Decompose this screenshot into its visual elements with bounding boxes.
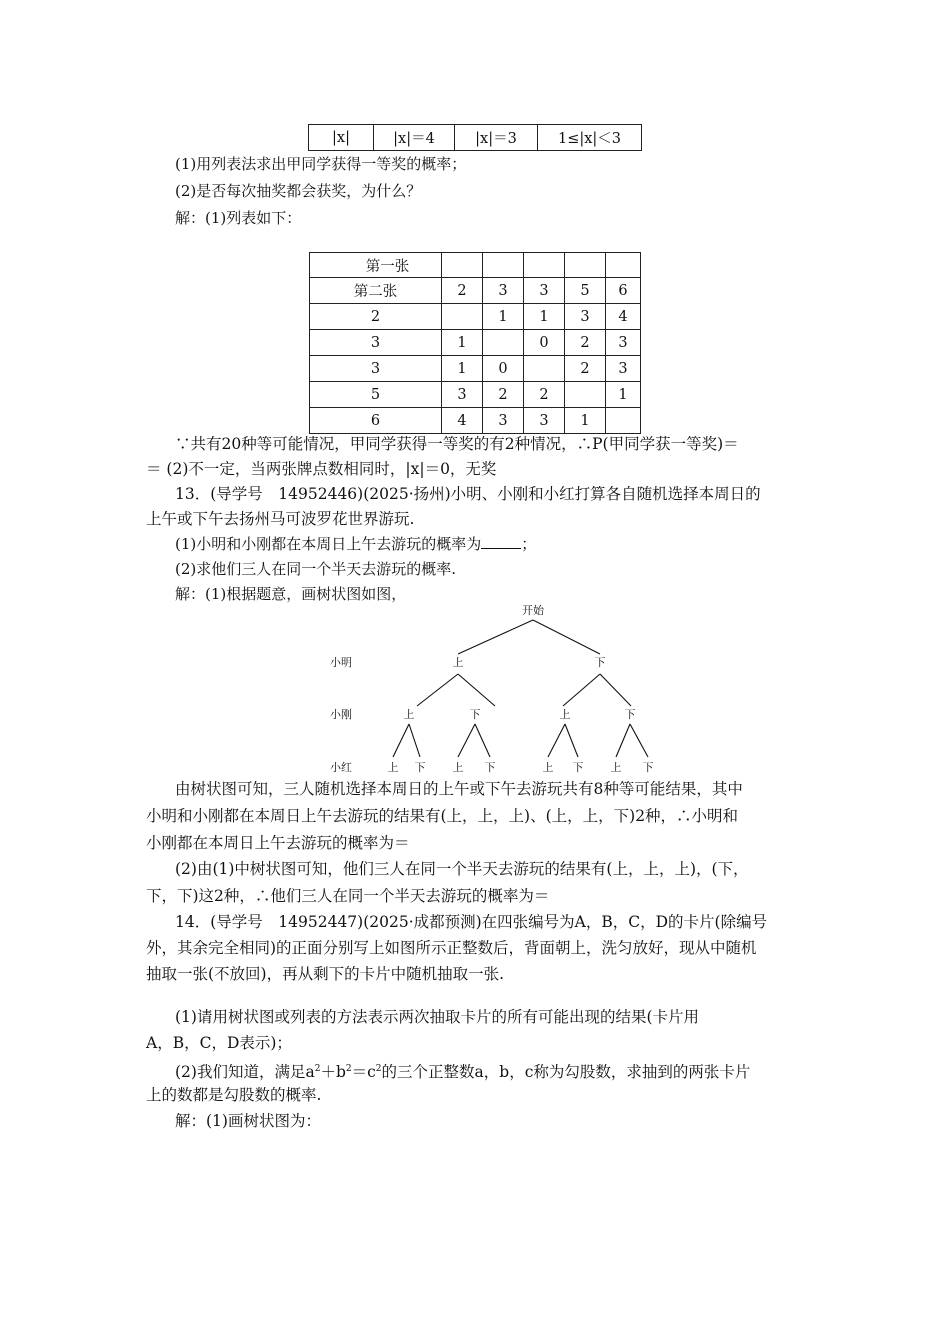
table-row (310, 330, 641, 356)
text-span: ＋b (320, 1063, 346, 1082)
q14-line3: 抽取一张(不放回)，再从剩下的卡片中随机抽取一张. (146, 965, 505, 983)
tree-leaf: 下 (572, 761, 584, 774)
q14-part1-b: A，B，C，D表示)； (146, 1034, 292, 1052)
q14-solution-intro: 解：(1)画树状图为： (175, 1112, 321, 1130)
tree-node: 下 (624, 708, 636, 721)
superscript: 2 (314, 1064, 321, 1074)
q13-part2-answer-2: 下，下)这2种，∴他们三人在同一个半天去游玩的概率为＝ (146, 887, 550, 905)
top-table-cell: 1≤|x|＜3 (538, 125, 642, 151)
q13-line2: 上午或下午去扬州马可波罗花世界游玩. (146, 510, 415, 528)
level-label: 小刚 (330, 708, 352, 721)
table-cell (483, 330, 524, 356)
q12-table (309, 252, 641, 434)
q13-part1-text: (1)小明和小刚都在本周日上午去游玩的概率为 (175, 535, 482, 553)
table-cell (565, 382, 606, 408)
q13-line1: 13．(导学号 14952446)(2025·扬州)小明、小刚和小红打算各自随机选择本周日的 (175, 485, 761, 503)
table-cell: 4 (442, 408, 483, 434)
tree-node: 下 (594, 656, 606, 669)
table-row (310, 408, 641, 434)
table-header-first: 第一张 (310, 253, 442, 278)
q13-part2-answer-1: (2)由(1)中树状图可知，他们三人在同一个半天去游玩的结果有(上，上，上)，(下， (175, 860, 749, 878)
table-col-head: 6 (606, 278, 641, 304)
q13-analysis-3: 小刚都在本周日上午去游玩的概率为＝ (146, 834, 410, 852)
tree-node: 上 (403, 708, 415, 721)
tree-node: 上 (452, 656, 464, 669)
table-cell: 3 (483, 408, 524, 434)
tree-leaf: 下 (414, 761, 426, 774)
text-span: ＝c (351, 1063, 376, 1082)
q13-part1 (175, 533, 536, 555)
answer-blank (481, 534, 521, 549)
top-table-cell: |x| (309, 125, 374, 151)
q12-part2: (2)是否每次抽奖都会获奖，为什么？ (175, 182, 422, 200)
row-head: 2 (310, 304, 442, 330)
table-cell: 4 (606, 304, 641, 330)
row-head: 5 (310, 382, 442, 408)
q13-part1-tail: ； (521, 535, 537, 553)
table-col-head: 5 (565, 278, 606, 304)
table-cell: 1 (565, 408, 606, 434)
text-span: 的三个正整数a，b，c称为勾股数，求抽到的两张卡片 (381, 1063, 751, 1082)
table-cell (442, 304, 483, 330)
table-cell: 0 (524, 330, 565, 356)
table-row (310, 304, 641, 330)
q14-line1: 14．(导学号 14952447)(2025·成都预测)在四张编号为A，B，C，D的卡片(除编号 (175, 913, 768, 931)
level-label: 小红 (330, 761, 352, 774)
table-cell: 3 (442, 382, 483, 408)
tree-node: 上 (559, 708, 571, 721)
q14-part1-a: (1)请用树状图或列表的方法表示两次抽取卡片的所有可能出现的结果(卡片用 (175, 1008, 700, 1026)
tree-leaf: 上 (387, 761, 399, 774)
q12-conclusion-2: ＝ (2)不一定，当两张牌点数相同时，|x|＝0，无奖 (146, 460, 497, 478)
table-col-head: 3 (524, 278, 565, 304)
row-head: 3 (310, 330, 442, 356)
tree-leaf: 上 (542, 761, 554, 774)
tree-diagram (320, 600, 670, 780)
tree-leaf: 上 (610, 761, 622, 774)
table-col-head: 3 (483, 278, 524, 304)
q14-part2-a (175, 1058, 750, 1083)
top-table-cell: |x|＝3 (455, 125, 538, 151)
table-cell (524, 356, 565, 382)
q14-line2: 外，其余完全相同)的正面分别写上如图所示正整数后，背面朝上，洗匀放好，现从中随机 (146, 939, 757, 957)
table-cell: 0 (483, 356, 524, 382)
table-cell: 1 (442, 356, 483, 382)
table-cell: 2 (565, 356, 606, 382)
table-col-head: 2 (442, 278, 483, 304)
table-cell: 2 (524, 382, 565, 408)
tree-leaf: 下 (484, 761, 496, 774)
q13-part2: (2)求他们三人在同一个半天去游玩的概率. (175, 560, 457, 578)
q14-part2-b: 上的数都是勾股数的概率. (146, 1086, 322, 1104)
table-cell: 1 (442, 330, 483, 356)
top-table-cell: |x|＝4 (374, 125, 455, 151)
table-cell: 1 (524, 304, 565, 330)
level-label: 小明 (330, 656, 352, 669)
top-condition-table (308, 124, 642, 151)
superscript: 2 (345, 1064, 352, 1074)
q13-analysis-2: 小明和小刚都在本周日上午去游玩的结果有(上，上，上)、(上，上，下)2种，∴小明和 (146, 807, 739, 825)
tree-node: 下 (469, 708, 481, 721)
table-cell: 3 (606, 356, 641, 382)
table-cell: 1 (606, 382, 641, 408)
table-cell: 3 (565, 304, 606, 330)
tree-leaf: 上 (452, 761, 464, 774)
q12-part1: (1)用列表法求出甲同学获得一等奖的概率； (175, 155, 467, 173)
table-cell: 3 (606, 330, 641, 356)
tree-leaf: 下 (642, 761, 654, 774)
text-span: (2)我们知道，满足a (175, 1063, 315, 1082)
table-row (310, 356, 641, 382)
q13-solution-intro: 解：(1)根据题意，画树状图如图， (175, 585, 407, 603)
row-head: 3 (310, 356, 442, 382)
row-head: 6 (310, 408, 442, 434)
table-cell (606, 408, 641, 434)
table-row (310, 382, 641, 408)
q13-analysis-1: 由树状图可知，三人随机选择本周日的上午或下午去游玩共有8种等可能结果，其中 (175, 780, 743, 798)
q12-conclusion-1: ∵共有20种等可能情况，甲同学获得一等奖的有2种情况，∴P(甲同学获一等奖)＝ (175, 435, 739, 453)
table-cell: 1 (483, 304, 524, 330)
q12-solution-intro: 解：(1)列表如下： (175, 209, 302, 227)
table-cell: 2 (483, 382, 524, 408)
table-header-second: 第二张 (310, 278, 442, 304)
tree-root: 开始 (522, 604, 544, 617)
table-cell: 3 (524, 408, 565, 434)
superscript: 2 (375, 1064, 382, 1074)
table-cell: 2 (565, 330, 606, 356)
